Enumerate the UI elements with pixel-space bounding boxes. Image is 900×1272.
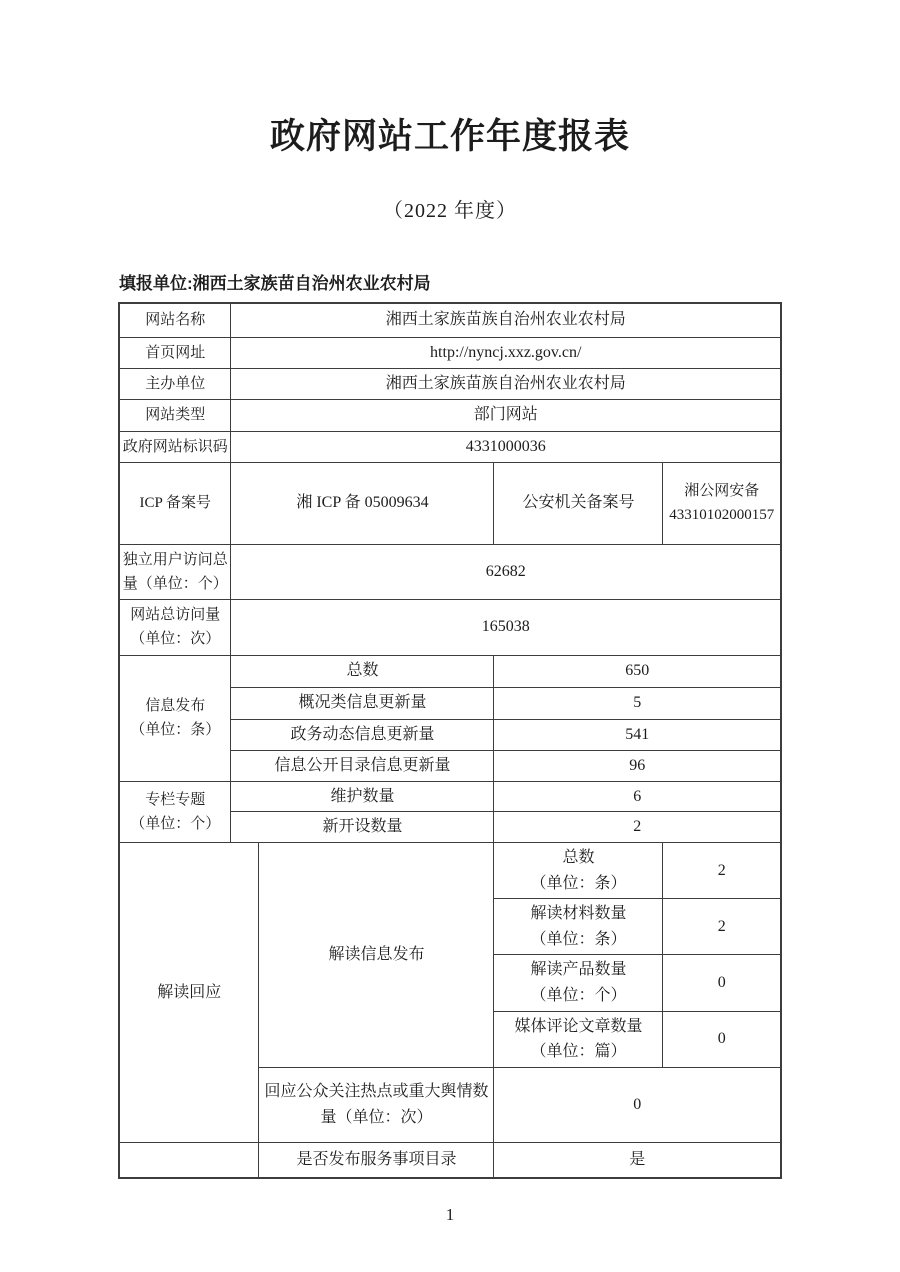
table-cell-label — [494, 899, 663, 955]
sub-label-name: 解读材料数量 — [530, 905, 627, 923]
table-cell-label: 维护数量 — [231, 781, 494, 812]
table-row — [119, 544, 781, 599]
table-cell-label: 总数 — [231, 655, 494, 687]
sub-label-unit: （单位：条） — [530, 874, 627, 892]
sub-label-name: 总数 — [562, 849, 595, 867]
table-cell-value: 2 — [663, 899, 781, 955]
table-row — [119, 431, 781, 462]
service-catalog-value: 是 — [494, 1142, 781, 1178]
unique-visitors-value: 62682 — [231, 544, 781, 599]
table-row — [119, 399, 781, 431]
interpretation-group-label: 解读回应 — [119, 843, 259, 1143]
site-code-label: 政府网站标识码 — [119, 431, 231, 462]
table-cell-label — [494, 1011, 663, 1067]
icp-label: ICP 备案号 — [119, 462, 231, 544]
table-row — [119, 462, 781, 544]
unique-visitors-label: 独立用户访问总量（单位：个） — [119, 544, 231, 599]
total-visits-value: 165038 — [231, 599, 781, 655]
annual-report-table — [118, 302, 782, 1179]
total-visits-label: 网站总访问量（单位：次） — [119, 599, 231, 655]
sponsor-unit-label: 主办单位 — [119, 368, 231, 399]
table-cell-value: 5 — [494, 687, 781, 719]
empty-cell — [119, 1142, 259, 1178]
table-cell-label — [494, 843, 663, 899]
website-name-value: 湘西土家族苗族自治州农业农村局 — [231, 303, 781, 337]
icp-value: 湘 ICP 备 05009634 — [231, 462, 494, 544]
police-filing-label: 公安机关备案号 — [494, 462, 663, 544]
interpretation-publish-label: 解读信息发布 — [259, 843, 494, 1068]
table-row — [119, 1142, 781, 1178]
group-label-unit: （单位：条） — [130, 722, 221, 738]
table-row — [119, 599, 781, 655]
site-type-label: 网站类型 — [119, 399, 231, 431]
table-cell-value: 541 — [494, 719, 781, 750]
table-row — [119, 337, 781, 368]
table-row — [119, 781, 781, 812]
group-label-unit: （单位：个） — [130, 815, 221, 832]
group-label-line: 专栏专题 — [145, 791, 206, 808]
sub-label-unit: （单位：个） — [530, 987, 627, 1005]
table-row — [119, 368, 781, 399]
table-cell-value: 2 — [494, 812, 781, 843]
table-row — [119, 303, 781, 337]
report-subtitle: （2022 年度） — [383, 200, 517, 222]
table-cell-value: 96 — [494, 750, 781, 781]
page-number: 1 — [445, 1205, 455, 1225]
sub-label-name: 媒体评论文章数量 — [514, 1017, 643, 1035]
sub-label-unit: （单位：篇） — [530, 1043, 627, 1061]
homepage-url-value: http://nyncj.xxz.gov.cn/ — [231, 337, 781, 368]
table-cell-value: 0 — [663, 1011, 781, 1067]
table-cell-label: 信息公开目录信息更新量 — [231, 750, 494, 781]
sponsor-unit-value: 湘西土家族苗族自治州农业农村局 — [231, 368, 781, 399]
table-cell-value: 650 — [494, 655, 781, 687]
service-catalog-label: 是否发布服务事项目录 — [259, 1142, 494, 1178]
public-response-value: 0 — [494, 1067, 781, 1142]
filing-unit-line: 填报单位:湘西土家族苗自治州农业农村局 — [119, 274, 431, 293]
table-row — [119, 655, 781, 687]
special-topics-group-label — [119, 781, 231, 843]
website-name-label: 网站名称 — [119, 303, 231, 337]
table-row — [119, 843, 781, 899]
table-cell-value: 0 — [663, 955, 781, 1011]
homepage-url-label: 首页网址 — [119, 337, 231, 368]
report-title: 政府网站工作年度报表 — [269, 117, 630, 156]
police-filing-value: 湘公网安备43310102000157 — [663, 462, 781, 544]
table-cell-label: 概况类信息更新量 — [231, 687, 494, 719]
sub-label-unit: （单位：条） — [530, 930, 627, 948]
table-cell-label: 政务动态信息更新量 — [231, 719, 494, 750]
public-response-label: 回应公众关注热点或重大舆情数量（单位：次） — [259, 1067, 494, 1142]
info-publish-group-label — [119, 655, 231, 781]
site-type-value: 部门网站 — [231, 399, 781, 431]
table-cell-value: 6 — [494, 781, 781, 812]
sub-label-name: 解读产品数量 — [530, 961, 627, 979]
group-label-line: 信息发布 — [145, 698, 206, 714]
table-cell-value: 2 — [663, 843, 781, 899]
site-code-value: 4331000036 — [231, 431, 781, 462]
table-cell-label — [494, 955, 663, 1011]
table-cell-label: 新开设数量 — [231, 812, 494, 843]
